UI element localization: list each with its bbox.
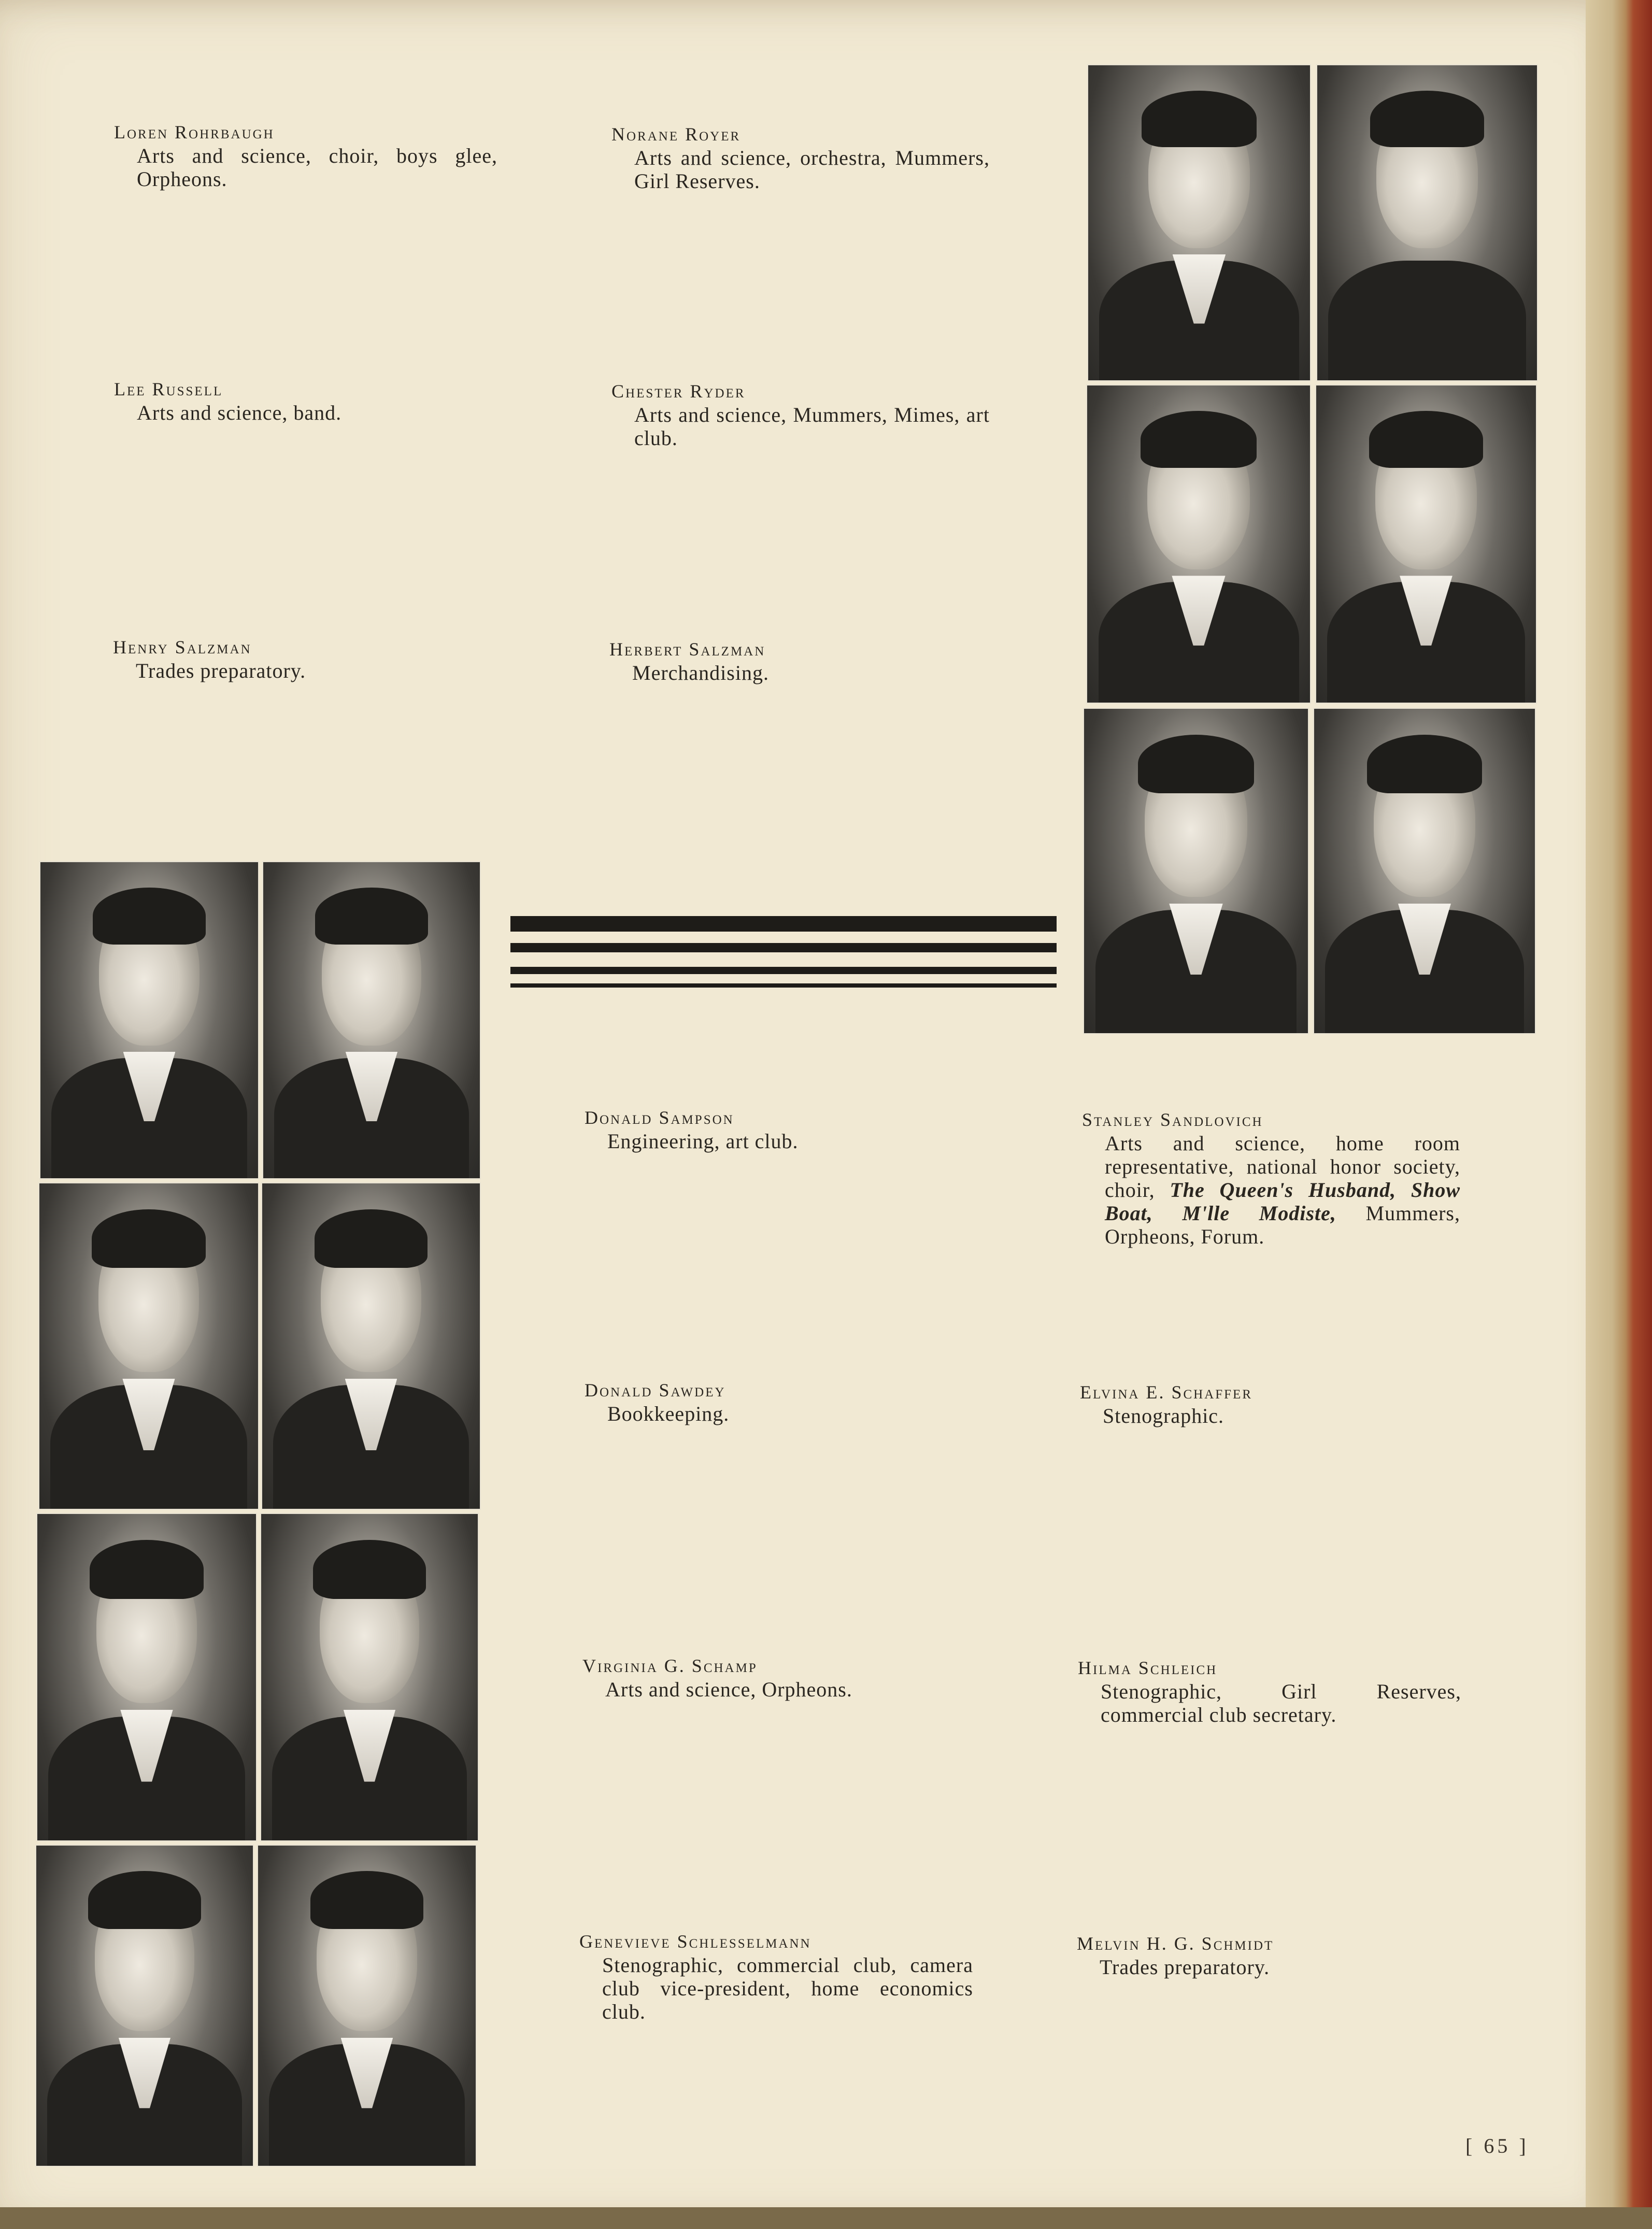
entry-lee-russell <box>114 377 497 424</box>
portrait-photo <box>1313 708 1536 1034</box>
entry-hilma-schleich <box>1078 1656 1461 1726</box>
student-activities <box>1105 1132 1460 1248</box>
entry-henry-salzman <box>113 635 496 682</box>
student-name: Lee Russell <box>114 379 223 399</box>
entry-herbert-salzman <box>609 637 988 684</box>
student-name: Donald Sampson <box>585 1107 734 1128</box>
decorative-rule <box>510 943 1057 952</box>
entry-elvina-schaffer <box>1080 1380 1458 1427</box>
scan-border <box>0 2207 1652 2229</box>
decorative-rule <box>510 967 1057 974</box>
student-name: Genevieve Schlesselmann <box>579 1931 811 1952</box>
student-activities: Engineering, art club. <box>607 1130 799 1153</box>
entry-genevieve-schlesselmann <box>579 1930 973 2023</box>
portrait-photo <box>262 861 481 1179</box>
student-name: Melvin H. G. Schmidt <box>1077 1933 1274 1954</box>
student-activities: Bookkeeping. <box>607 1402 730 1425</box>
student-activities: Trades preparatory. <box>1100 1955 1270 1979</box>
student-name: Henry Salzman <box>113 637 252 658</box>
student-name: Elvina E. Schaffer <box>1080 1382 1253 1403</box>
portrait-photo <box>38 1182 259 1510</box>
activities-text: Mummers, Orpheons, Forum. <box>1105 1202 1460 1248</box>
entry-stanley-sandlovich <box>1082 1108 1460 1248</box>
portrait-photo <box>1315 384 1537 704</box>
entry-donald-sawdey <box>585 1378 978 1425</box>
portrait-photo <box>1087 64 1311 381</box>
student-name: Stanley Sandlovich <box>1082 1109 1263 1130</box>
student-name: Virginia G. Schamp <box>582 1655 758 1676</box>
entry-chester-ryder <box>611 379 990 450</box>
activities-italic: The Queen's Husband, Show Boat, M'lle Modiste, <box>1105 1178 1460 1225</box>
portrait-photo <box>1086 384 1311 704</box>
portrait-photo <box>260 1513 479 1841</box>
activities-text: Arts and science, home room representative, national honor society, choir, <box>1105 1132 1460 1202</box>
student-activities: Stenographic. <box>1103 1404 1224 1427</box>
student-name: Chester Ryder <box>611 381 746 402</box>
student-activities: Arts and science, orchestra, Mummers, Girl Reserves. <box>634 146 990 193</box>
student-activities: Arts and science, choir, boys glee, Orpheons. <box>137 144 497 191</box>
portrait-photo <box>35 1845 254 2167</box>
student-name: Hilma Schleich <box>1078 1658 1218 1678</box>
portrait-photo <box>1083 708 1309 1034</box>
entry-virginia-schamp <box>582 1654 976 1701</box>
portrait-photo <box>261 1182 481 1510</box>
student-activities: Arts and science, band. <box>137 401 342 424</box>
student-name: Norane Royer <box>611 124 741 145</box>
student-name: Loren Rohrbaugh <box>114 122 275 142</box>
entry-donald-sampson <box>585 1106 978 1153</box>
entry-loren-rohrbaugh <box>114 120 497 191</box>
student-name: Herbert Salzman <box>609 639 766 660</box>
portrait-photo <box>257 1845 477 2167</box>
portrait-photo <box>39 861 259 1179</box>
portrait-photo <box>1316 64 1538 381</box>
student-activities: Trades preparatory. <box>136 659 306 682</box>
page-number: [ 65 ] <box>1465 2134 1529 2157</box>
student-activities: Arts and science, Mummers, Mimes, art club. <box>634 403 990 450</box>
student-activities: Stenographic, Girl Reserves, commercial club secretary. <box>1101 1680 1461 1726</box>
student-activities: Arts and science, Orpheons. <box>605 1678 852 1701</box>
decorative-rule <box>510 916 1057 932</box>
entry-melvin-schmidt <box>1077 1932 1460 1979</box>
student-name: Donald Sawdey <box>585 1380 726 1401</box>
portrait-photo <box>36 1513 257 1841</box>
entry-norane-royer <box>611 122 990 193</box>
book-cover-edge <box>1586 0 1652 2229</box>
decorative-rule <box>510 983 1057 988</box>
student-activities: Stenographic, commercial club, camera club vice-president, home economics club. <box>602 1953 973 2023</box>
student-activities: Merchandising. <box>632 661 769 684</box>
